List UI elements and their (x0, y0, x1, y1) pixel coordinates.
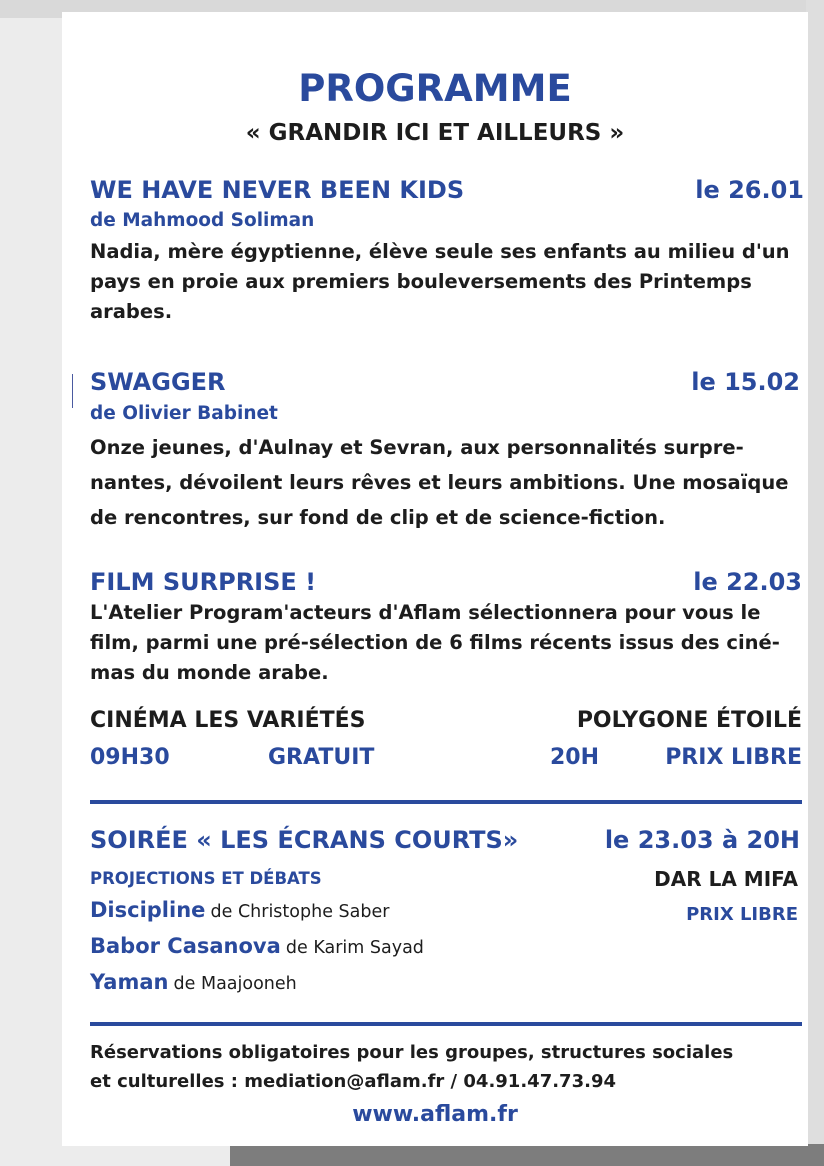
scan-border-right (806, 0, 824, 1166)
film-date: le 26.01 (695, 176, 804, 204)
soiree-subtitle: PROJECTIONS ET DÉBATS (90, 869, 322, 888)
reservation-line: et culturelles : mediation@aflam.fr / 04.91.47.73.94 (90, 1071, 616, 1092)
description-line: pays en proie aux premiers bouleversements des Printemps (90, 270, 752, 293)
scan-mark (72, 374, 73, 408)
film-title: FILM SURPRISE ! (90, 568, 317, 596)
film-title: WE HAVE NEVER BEEN KIDS (90, 176, 465, 204)
description-line: L'Atelier Program'acteurs d'Aflam sélectionnera pour vous le (90, 601, 761, 624)
venue-name: CINÉMA LES VARIÉTÉS (90, 708, 366, 733)
soiree-film (90, 934, 424, 958)
film-director: de Olivier Babinet (90, 403, 278, 424)
description-line: Onze jeunes, d'Aulnay et Sevran, aux personnalités surpre- (90, 436, 744, 459)
soiree-date: le 23.03 à 20H (604, 826, 800, 854)
film-director: de Mahmood Soliman (90, 210, 315, 231)
page-subtitle: « GRANDIR ICI ET AILLEURS » (245, 120, 625, 146)
description-line: Nadia, mère égyptienne, élève seule ses enfants au milieu d'un (90, 240, 790, 263)
short-film-title: Discipline (90, 898, 206, 922)
description-line: mas du monde arabe. (90, 661, 329, 684)
page-title: PROGRAMME (298, 67, 572, 110)
soiree-title: SOIRÉE « LES ÉCRANS COURTS» (90, 826, 519, 854)
reservation-line: Réservations obligatoires pour les groupes, structures sociales (90, 1042, 734, 1063)
soiree-venue: DAR LA MIFA (654, 867, 798, 891)
film-description (90, 237, 806, 327)
reservation-info (90, 1038, 806, 1096)
description-line: nantes, dévoilent leurs rêves et leurs ambitions. Une mosaïque (90, 471, 789, 494)
description-line: film, parmi une pré-sélection de 6 films récents issus des ciné- (90, 631, 780, 654)
film-title: SWAGGER (90, 368, 226, 396)
film-date: le 22.03 (693, 568, 802, 596)
film-description (90, 430, 806, 535)
section-divider (90, 1022, 802, 1026)
venue-time: 09H30 (90, 745, 170, 770)
film-date: le 15.02 (691, 368, 800, 396)
scan-border-bottom (230, 1144, 824, 1166)
venue-time: 20H (550, 745, 600, 770)
description-line: de rencontres, sur fond de clip et de science-fiction. (90, 506, 666, 529)
soiree-film (90, 970, 297, 994)
section-divider (90, 800, 802, 804)
short-film-title: Babor Casanova (90, 934, 281, 958)
description-line: arabes. (90, 300, 173, 323)
soiree-film (90, 898, 389, 922)
short-film-director: de Maajooneh (173, 974, 297, 994)
venue-price: PRIX LIBRE (665, 745, 802, 770)
film-description (90, 598, 806, 688)
flyer-page (62, 12, 808, 1146)
short-film-director: de Christophe Saber (210, 902, 390, 922)
website-link[interactable]: www.aflam.fr (352, 1102, 518, 1127)
venue-name: POLYGONE ÉTOILÉ (576, 708, 802, 733)
soiree-price: PRIX LIBRE (686, 904, 798, 925)
short-film-director: de Karim Sayad (285, 938, 424, 958)
venue-price: GRATUIT (268, 745, 375, 770)
short-film-title: Yaman (90, 970, 169, 994)
